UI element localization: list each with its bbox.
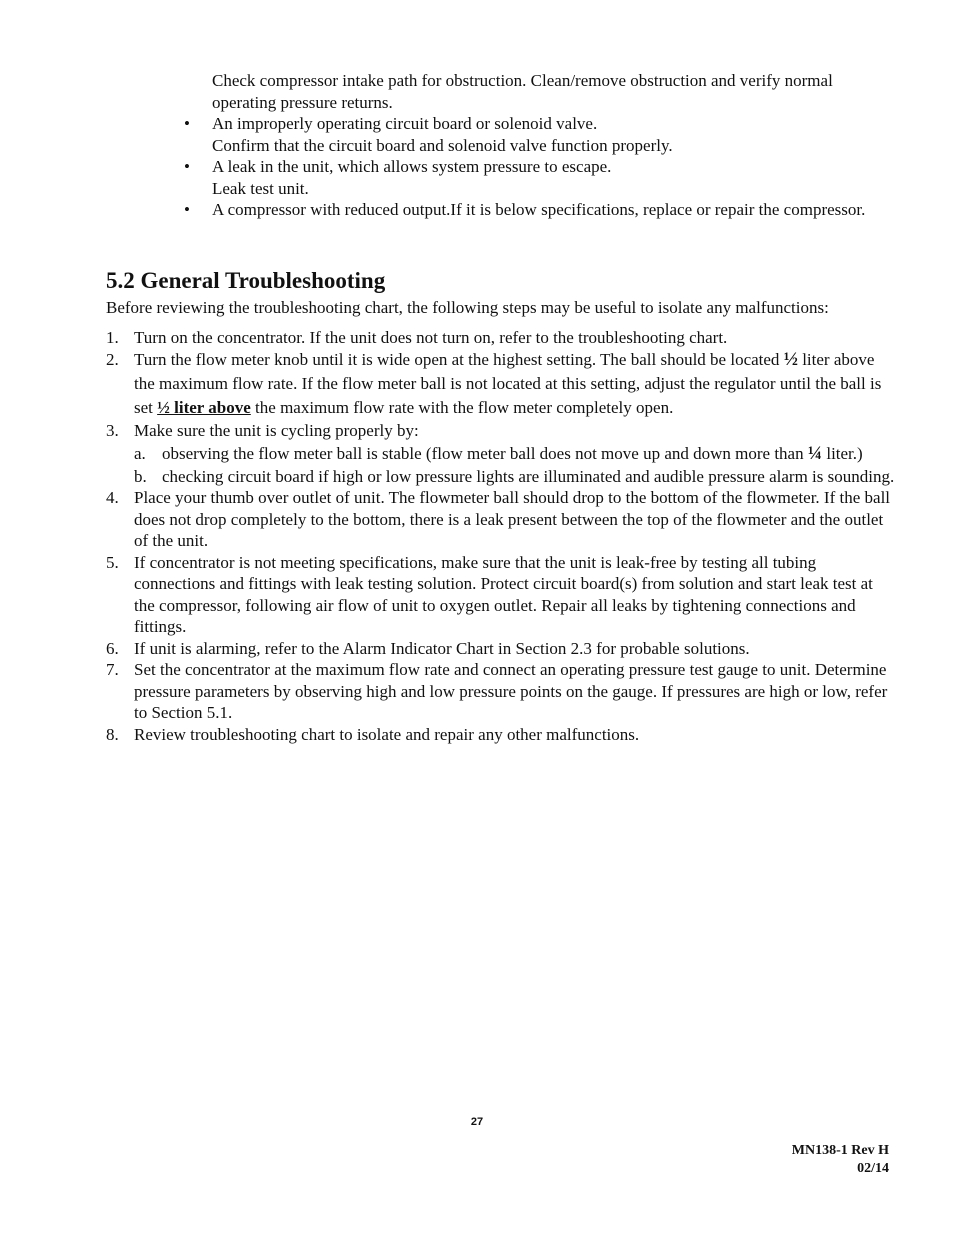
sub-step-letter: a. — [134, 443, 146, 463]
step-text: Place your thumb over outlet of unit. The flowmeter ball should drop to the bottom of the flowmeter. If the ball does not drop completely to the bottom, there is a leak present between the top of the flowmeter and the outlet of the unit. — [134, 488, 891, 550]
section-title: 5.2 General Troubleshooting — [106, 268, 386, 293]
sub-step-text: liter.) — [822, 443, 863, 463]
document-id: MN138-1 Rev H — [791, 1143, 889, 1158]
step-number: 5. — [106, 552, 119, 572]
sub-step-item — [134, 442, 896, 466]
continuation-block — [184, 70, 892, 221]
step-number: 1. — [106, 327, 119, 347]
bullet-item — [184, 113, 892, 156]
bullet-text: A leak in the unit, which allows system pressure to escape. — [212, 157, 612, 176]
step-text: the maximum flow rate with the flow meter completely open. — [250, 398, 674, 417]
general-troubleshooting-section — [106, 267, 896, 745]
cause-bullet-list — [184, 113, 892, 221]
emphasis-half-liter-above: ½ liter above — [157, 398, 251, 417]
revision-date: 02/14 — [857, 1161, 889, 1176]
section-intro: Before reviewing the troubleshooting chart, the following steps may be useful to isolate any malfunctions: — [106, 298, 829, 317]
step-number: 6. — [106, 638, 119, 658]
step-text: If concentrator is not meeting specifications, make sure that the unit is leak-free by testing all tubing connections and fittings with leak testing solution. Protect circuit board(s) from solution and start leak test at the compressor, following air flow of unit to oxygen outlet. Repair all leaks by tightening connections and fittings. — [134, 552, 873, 636]
bullet-item — [184, 156, 892, 199]
bullet-marker: • — [184, 200, 190, 219]
document-footer — [792, 1142, 889, 1178]
bullet-text: An improperly operating circuit board or solenoid valve. — [212, 114, 598, 133]
step-number: 4. — [106, 488, 119, 507]
page-number: 27 — [470, 1116, 484, 1128]
step-text: If unit is alarming, refer to the Alarm Indicator Chart in Section 2.3 for probable solutions. — [134, 638, 750, 658]
bullet-remedy: Leak test unit. — [212, 178, 309, 198]
step-text: Turn the flow meter knob until it is wide open at the highest setting. The ball should be located — [134, 350, 784, 369]
step-item — [106, 348, 896, 420]
bullet-marker: • — [184, 157, 190, 176]
step-text: Set the concentrator at the maximum flow rate and connect an operating pressure test gauge to unit. Determine pressure parameters by observing high and low pressure points on the gauge. If pressures are high or low, refer to Section 5.1. — [134, 660, 888, 722]
bullet-marker: • — [184, 114, 190, 133]
sub-step-letter: b. — [134, 466, 147, 486]
step-item — [106, 487, 896, 552]
sub-steps — [106, 442, 896, 488]
bullet-remedy: Confirm that the circuit board and solenoid valve function properly. — [212, 135, 673, 155]
step-text: Make sure the unit is cycling properly by: — [134, 421, 419, 440]
troubleshooting-steps — [106, 327, 896, 746]
continuation-lead: Check compressor intake path for obstruction. Clean/remove obstruction and verify normal operating pressure returns. — [212, 71, 833, 112]
fraction-quarter: ¼ — [807, 442, 823, 464]
sub-step-text: checking circuit board if high or low pressure lights are illuminated and audible pressure alarm is sounding. — [162, 466, 895, 486]
step-text: liter above the maximum flow rate. If the flow meter ball is not located at this setting, adjust the regulator until the ball is set — [134, 350, 882, 417]
step-item — [106, 638, 896, 660]
step-number: 7. — [106, 660, 119, 679]
bullet-text: A compressor with reduced output.If it is below specifications, replace or repair the compressor. — [212, 200, 866, 219]
step-number: 3. — [106, 421, 119, 440]
step-item — [106, 420, 896, 442]
sub-step-list — [106, 442, 896, 488]
step-text: Review troubleshooting chart to isolate and repair any other malfunctions. — [134, 724, 640, 744]
step-item — [106, 552, 896, 638]
sub-step-item — [134, 466, 896, 488]
bullet-item — [184, 199, 892, 221]
step-number: 8. — [106, 724, 119, 744]
step-number: 2. — [106, 350, 119, 369]
step-item — [106, 327, 896, 349]
step-item — [106, 724, 896, 746]
step-text: Turn on the concentrator. If the unit does not turn on, refer to the troubleshooting chart. — [134, 327, 728, 347]
step-item — [106, 659, 896, 724]
sub-step-text: observing the flow meter ball is stable (flow meter ball does not move up and down more than — [162, 443, 808, 463]
fraction-half: ½ — [783, 349, 798, 370]
